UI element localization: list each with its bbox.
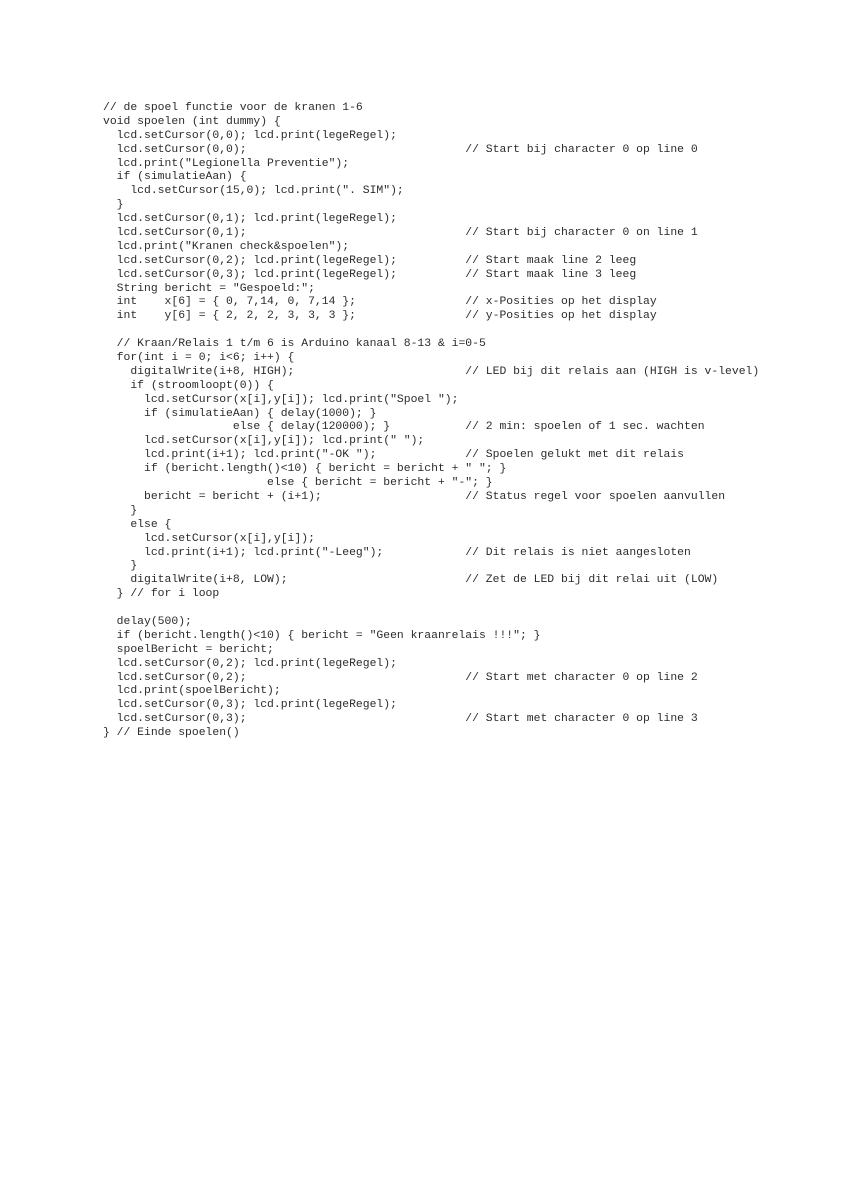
code-line: lcd.setCursor(0,3); // Start met character 0 op line 3 [103, 713, 698, 726]
code-line: int y[6] = { 2, 2, 2, 3, 3, 3 }; // y-Posities op het display [103, 310, 657, 323]
code-line: lcd.print(i+1); lcd.print("-OK "); // Spoelen gelukt met dit relais [103, 449, 685, 462]
code-line: lcd.setCursor(0,0); lcd.print(legeRegel); [103, 129, 397, 142]
code-line: lcd.print(spoelBericht); [103, 685, 281, 698]
code-line: String bericht = "Gespoeld:"; [103, 282, 315, 295]
code-line: digitalWrite(i+8, HIGH); // LED bij dit relais aan (HIGH is v-level) [103, 365, 760, 378]
code-line [103, 602, 759, 616]
code-line: if (bericht.length()<10) { bericht = bericht + " "; } [103, 463, 507, 476]
code-line: void spoelen (int dummy) { [103, 115, 281, 128]
code-line: // de spoel functie voor de kranen 1-6 [103, 102, 363, 114]
code-line [103, 324, 759, 338]
code-line: if (bericht.length()<10) { bericht = "Geen kraanrelais !!!"; } [103, 629, 541, 642]
code-line: bericht = bericht + (i+1); // Status regel voor spoelen aanvullen [103, 490, 726, 503]
code-line: } [103, 504, 138, 517]
code-line: int x[6] = { 0, 7,14, 0, 7,14 }; // x-Posities op het display [103, 296, 657, 309]
code-line: lcd.setCursor(0,3); lcd.print(legeRegel); [103, 699, 397, 712]
code-line: lcd.setCursor(0,2); lcd.print(legeRegel); // Start maak line 2 leeg [103, 254, 637, 267]
code-line: delay(500); [103, 615, 192, 628]
code-line: lcd.setCursor(x[i],y[i]); lcd.print("Spoel "); [103, 393, 459, 406]
code-line: digitalWrite(i+8, LOW); // Zet de LED bij dit relai uit (LOW) [103, 574, 719, 587]
code-line: lcd.setCursor(0,1); // Start bij character 0 on line 1 [103, 227, 698, 240]
code-line: // Kraan/Relais 1 t/m 6 is Arduino kanaal 8-13 & i=0-5 [103, 338, 486, 351]
code-line: lcd.setCursor(0,2); // Start met character 0 op line 2 [103, 671, 698, 684]
code-line: if (simulatieAan) { delay(1000); } [103, 407, 377, 420]
code-line: lcd.setCursor(0,0); // Start bij character 0 op line 0 [103, 143, 698, 156]
code-line: lcd.print("Kranen check&spoelen"); [103, 240, 350, 253]
code-line: lcd.setCursor(15,0); lcd.print(". SIM"); [103, 185, 404, 198]
code-line: } [103, 560, 138, 573]
code-line: lcd.print("Legionella Preventie"); [103, 157, 350, 170]
code-line: lcd.print(i+1); lcd.print("-Leeg"); // Dit relais is niet aangesloten [103, 546, 691, 559]
code-line: lcd.setCursor(x[i],y[i]); [103, 532, 315, 545]
code-listing [103, 102, 759, 741]
code-line: spoelBericht = bericht; [103, 643, 274, 656]
code-line: } // for i loop [103, 588, 220, 601]
code-line: lcd.setCursor(x[i],y[i]); lcd.print(" "); [103, 435, 425, 448]
code-line: else { delay(120000); } // 2 min: spoelen of 1 sec. wachten [103, 421, 705, 434]
code-line: if (simulatieAan) { [103, 171, 247, 184]
code-line: } [103, 199, 124, 212]
code-line: else { [103, 518, 172, 531]
code-line: else { bericht = bericht + "-"; } [103, 477, 493, 490]
code-line: if (stroomloopt(0)) { [103, 379, 274, 392]
code-line: } // Einde spoelen() [103, 727, 240, 740]
code-line: lcd.setCursor(0,1); lcd.print(legeRegel); [103, 213, 397, 226]
code-line: for(int i = 0; i<6; i++) { [103, 352, 295, 365]
code-line: lcd.setCursor(0,2); lcd.print(legeRegel); [103, 657, 397, 670]
code-line: lcd.setCursor(0,3); lcd.print(legeRegel); // Start maak line 3 leeg [103, 268, 637, 281]
